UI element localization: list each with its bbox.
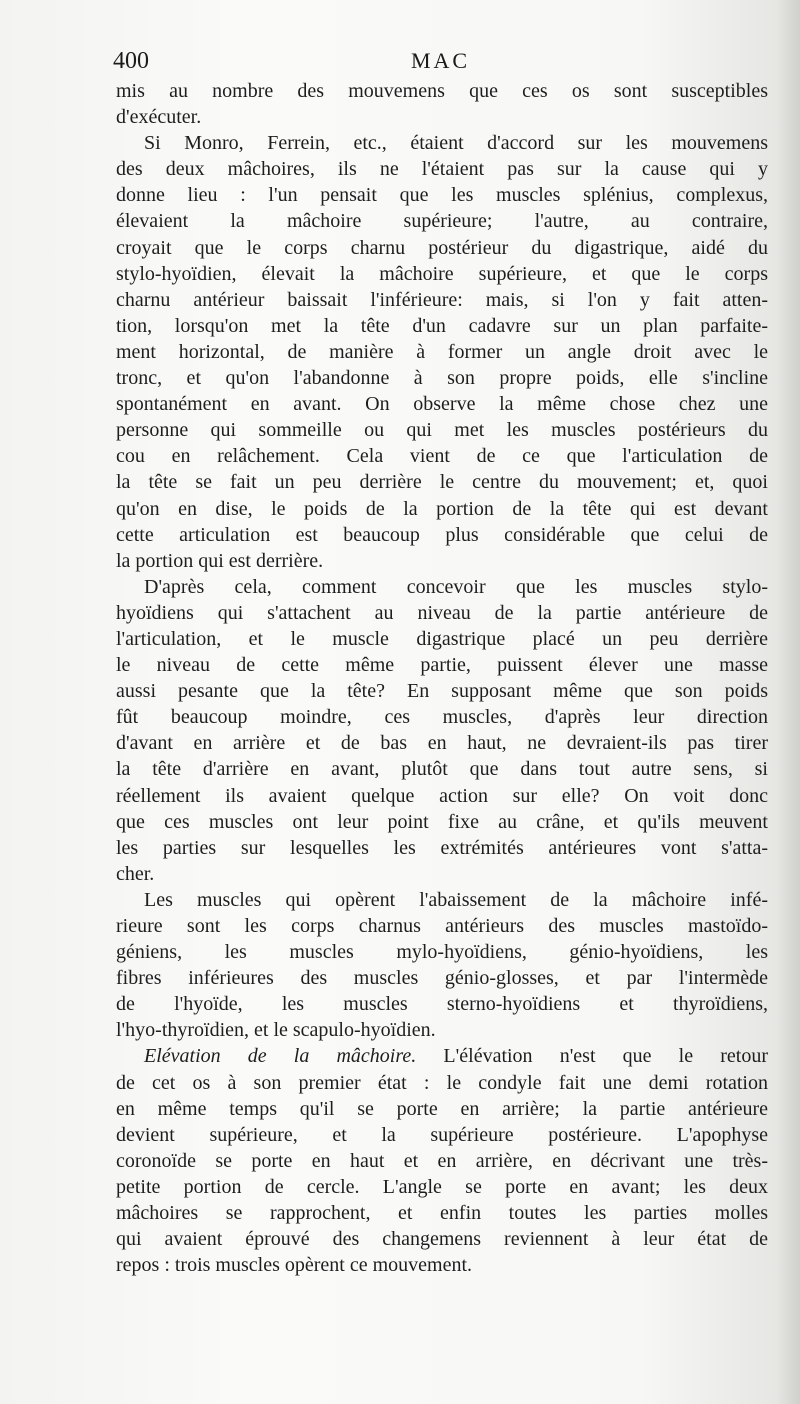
text-line: d'avant en arrière et de bas en haut, ne devraient-ils pas tirer	[116, 732, 768, 755]
text-line: donne lieu : l'un pensait que les muscles splénius, complexus,	[116, 184, 768, 207]
text-line: tion, lorsqu'on met la tête d'un cadavre sur un plan parfaite-	[116, 314, 768, 337]
text-line: cher.	[116, 862, 155, 885]
text-line: l'articulation, et le muscle digastrique placé un peu derrière	[116, 627, 768, 650]
paragraph	[116, 887, 768, 1044]
text-line: D'après cela, comment concevoir que les muscles stylo-	[144, 575, 768, 598]
text-line: croyait que le corps charnu postérieur du digastrique, aidé du	[116, 236, 768, 259]
body-text	[116, 78, 768, 1278]
text-line: coronoïde se porte en haut et en arrière, en décrivant une très-	[116, 1149, 768, 1172]
text-line: Si Monro, Ferrein, etc., étaient d'accord sur les mouvemens	[144, 132, 768, 155]
text-line: ment horizontal, de manière à former un angle droit avec le	[116, 340, 768, 363]
text-line: mis au nombre des mouvemens que ces os sont susceptibles	[116, 80, 768, 102]
text-line: stylo-hyoïdien, élevait la mâchoire supérieure, et que le corps	[116, 262, 768, 285]
text-line: l'hyo-thyroïdien, et le scapulo-hyoïdien.	[116, 1019, 436, 1042]
text-line: charnu antérieur baissait l'inférieure: mais, si l'on y fait atten-	[116, 288, 768, 311]
text-line: le niveau de cette même partie, puissent élever une masse	[116, 654, 768, 677]
text-line: tronc, et qu'on l'abandonne à son propre poids, elle s'incline	[116, 367, 768, 390]
page-number: 400	[113, 48, 149, 74]
text-line: fibres inférieures des muscles génio-glosses, et par l'intermède	[116, 967, 768, 990]
text-line: fût beaucoup moindre, ces muscles, d'après leur direction	[116, 706, 768, 729]
page-header	[113, 48, 768, 78]
text-line: de cet os à son premier état : le condyle fait une demi rotation	[116, 1071, 768, 1094]
text-line: personne qui sommeille ou qui met les muscles postérieurs du	[116, 419, 768, 442]
text-line: repos : trois muscles opèrent ce mouvement.	[116, 1254, 473, 1277]
text-line: des deux mâchoires, ils ne l'étaient pas sur la cause qui y	[116, 158, 768, 181]
text-line: rieure sont les corps charnus antérieurs des muscles mastoïdo-	[116, 915, 768, 937]
paragraph	[116, 1043, 768, 1278]
text-line: petite portion de cercle. L'angle se porte en avant; les deux	[116, 1175, 768, 1198]
text-line: réellement ils avaient quelque action sur elle? On voit donc	[116, 784, 768, 807]
text-fragment: L'élévation n'est que le retour	[416, 1045, 768, 1068]
text-line: la tête se fait un peu derrière le centre du mouvement; et, quoi	[116, 471, 768, 494]
text-line: mâchoires se rapprochent, et enfin toutes les parties molles	[116, 1202, 768, 1225]
text-line: spontanément en avant. On observe la même chose chez une	[116, 393, 768, 416]
text-line: qui avaient éprouvé des changemens reviennent à leur état de	[116, 1228, 768, 1251]
text-line: que ces muscles ont leur point fixe au crâne, et qu'ils meuvent	[116, 810, 768, 833]
text-line: d'exécuter.	[116, 106, 202, 129]
text-line: en même temps qu'il se porte en arrière; la partie antérieure	[116, 1097, 768, 1120]
text-line: de l'hyoïde, les muscles sterno-hyoïdiens et thyroïdiens,	[116, 993, 768, 1016]
text-line: la tête d'arrière en avant, plutôt que dans tout autre sens, si	[116, 758, 768, 781]
text-line: les parties sur lesquelles les extrémités antérieures vont s'atta-	[116, 836, 768, 859]
paragraph	[116, 130, 768, 574]
text-line: devient supérieure, et la supérieure postérieure. L'apophyse	[116, 1123, 768, 1146]
section-heading: Elévation de la mâchoire.	[144, 1045, 417, 1068]
text-line: la portion qui est derrière.	[116, 549, 324, 572]
text-line	[116, 1043, 768, 1069]
paragraph	[116, 78, 768, 130]
text-line: Les muscles qui opèrent l'abaissement de la mâchoire infé-	[144, 888, 768, 911]
text-line: cette articulation est beaucoup plus considérable que celui de	[116, 523, 768, 546]
paragraph	[116, 574, 768, 887]
text-line: élevaient la mâchoire supérieure; l'autre, au contraire,	[116, 210, 768, 233]
text-line: cou en relâchement. Cela vient de ce que l'articulation de	[116, 445, 768, 468]
text-line: hyoïdiens qui s'attachent au niveau de la partie antérieure de	[116, 601, 768, 624]
running-head: MAC	[410, 48, 471, 73]
text-line: aussi pesante que la tête? En supposant même que son poids	[116, 680, 768, 703]
text-line: qu'on en dise, le poids de la portion de la tête qui est devant	[116, 497, 768, 520]
text-line: géniens, les muscles mylo-hyoïdiens, génio-hyoïdiens, les	[116, 941, 768, 964]
